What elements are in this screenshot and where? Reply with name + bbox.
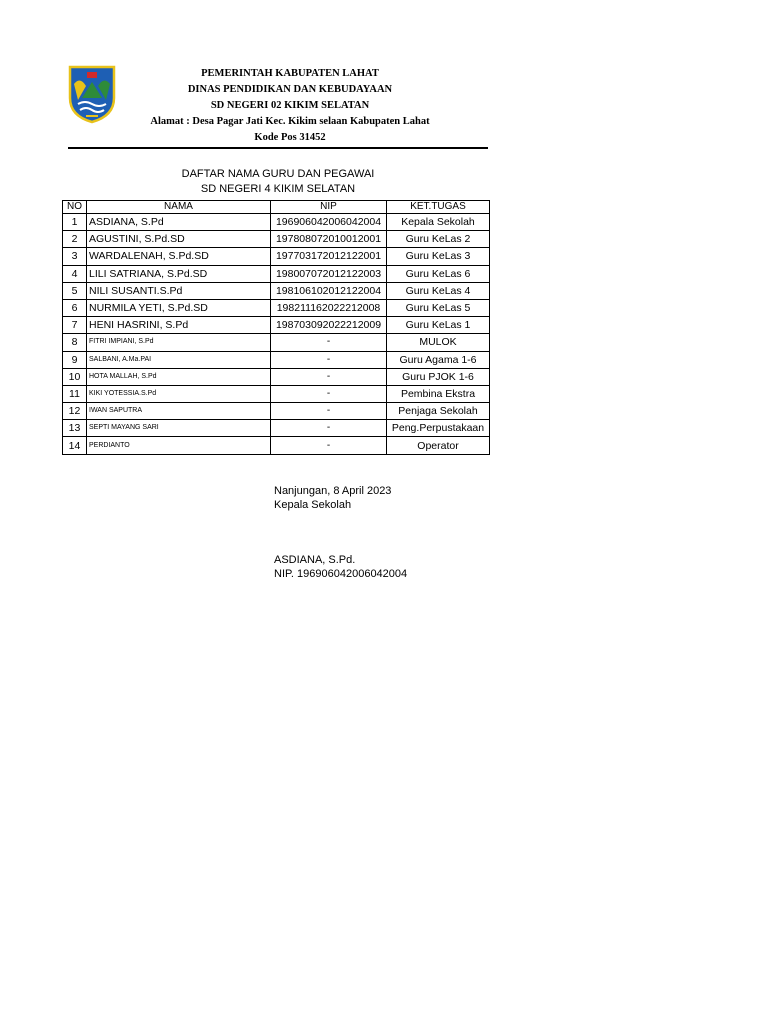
table-row — [63, 231, 490, 248]
table-row — [63, 420, 490, 437]
cell-tugas: MULOK — [387, 334, 490, 351]
cell-nama: SALBANI, A.Ma.PAI — [87, 351, 271, 368]
staff-table — [62, 200, 490, 455]
cell-tugas: Penjaga Sekolah — [387, 403, 490, 420]
lahat-regency-emblem-icon — [66, 64, 118, 124]
cell-nama: HOTA MALLAH, S.Pd — [87, 368, 271, 385]
cell-no: 9 — [63, 351, 87, 368]
table-header-row — [63, 201, 490, 214]
table-row — [63, 437, 490, 454]
document-title-line2: SD NEGERI 4 KIKIM SELATAN — [200, 183, 356, 195]
letterhead-department: DINAS PENDIDIKAN DAN KEBUDAYAAN — [187, 84, 393, 95]
cell-no: 7 — [63, 317, 87, 334]
cell-no: 1 — [63, 214, 87, 231]
cell-nama: SEPTI MAYANG SARI — [87, 420, 271, 437]
table-row — [63, 214, 490, 231]
cell-tugas: Guru PJOK 1-6 — [387, 368, 490, 385]
cell-nama: NILI SUSANTI.S.Pd — [87, 282, 271, 299]
table-row — [63, 265, 490, 282]
cell-nip: - — [271, 368, 387, 385]
cell-nip: - — [271, 385, 387, 402]
cell-tugas: Pembina Ekstra — [387, 385, 490, 402]
letterhead-school: SD NEGERI 02 KIKIM SELATAN — [210, 100, 370, 111]
cell-no: 10 — [63, 368, 87, 385]
cell-tugas: Guru KeLas 1 — [387, 317, 490, 334]
table-row — [63, 299, 490, 316]
cell-nama: LILI SATRIANA, S.Pd.SD — [87, 265, 271, 282]
cell-tugas: Guru Agama 1-6 — [387, 351, 490, 368]
cell-nip: 198211162022212008 — [271, 299, 387, 316]
cell-nip: 198007072012122003 — [271, 265, 387, 282]
cell-nip: 197703172012122001 — [271, 248, 387, 265]
cell-nama: HENI HASRINI, S.Pd — [87, 317, 271, 334]
cell-no: 8 — [63, 334, 87, 351]
table-row — [63, 385, 490, 402]
cell-no: 3 — [63, 248, 87, 265]
cell-nip: 196906042006042004 — [271, 214, 387, 231]
signature-role: Kepala Sekolah — [274, 499, 352, 511]
table-row — [63, 351, 490, 368]
column-header-nip: NIP — [271, 201, 387, 214]
table-row — [63, 282, 490, 299]
staff-table-body — [63, 214, 490, 455]
signature-name: ASDIANA, S.Pd. — [274, 554, 356, 566]
table-row — [63, 403, 490, 420]
cell-tugas: Operator — [387, 437, 490, 454]
cell-nip: 198106102012122004 — [271, 282, 387, 299]
document-title — [68, 167, 488, 197]
cell-no: 2 — [63, 231, 87, 248]
cell-tugas: Guru KeLas 4 — [387, 282, 490, 299]
cell-nama: WARDALENAH, S.Pd.SD — [87, 248, 271, 265]
document-title-line1: DAFTAR NAMA GURU DAN PEGAWAI — [181, 168, 375, 180]
cell-nama: ASDIANA, S.Pd — [87, 214, 271, 231]
letterhead — [120, 66, 460, 146]
cell-no: 12 — [63, 403, 87, 420]
column-header-no: NO — [63, 201, 87, 214]
cell-nama: NURMILA YETI, S.Pd.SD — [87, 299, 271, 316]
cell-no: 4 — [63, 265, 87, 282]
table-row — [63, 317, 490, 334]
cell-tugas: Guru KeLas 3 — [387, 248, 490, 265]
cell-nama: FITRI IMPIANI, S.Pd — [87, 334, 271, 351]
signature-place-date: Nanjungan, 8 April 2023 — [274, 485, 392, 497]
cell-nama: KIKI YOTESSIA.S.Pd — [87, 385, 271, 402]
cell-nip: - — [271, 403, 387, 420]
table-row — [63, 248, 490, 265]
cell-nip: - — [271, 437, 387, 454]
cell-nip: - — [271, 334, 387, 351]
cell-tugas: Peng.Perpustakaan — [387, 420, 490, 437]
cell-nip: - — [271, 420, 387, 437]
cell-tugas: Guru KeLas 2 — [387, 231, 490, 248]
cell-tugas: Guru KeLas 5 — [387, 299, 490, 316]
cell-no: 14 — [63, 437, 87, 454]
cell-no: 5 — [63, 282, 87, 299]
cell-no: 13 — [63, 420, 87, 437]
cell-nama: PERDIANTO — [87, 437, 271, 454]
letterhead-address: Alamat : Desa Pagar Jati Kec. Kikim selaan Kabupaten Lahat — [150, 116, 430, 127]
cell-tugas: Kepala Sekolah — [387, 214, 490, 231]
letterhead-government: PEMERINTAH KABUPATEN LAHAT — [201, 68, 379, 79]
cell-nama: IWAN SAPUTRA — [87, 403, 271, 420]
cell-nip: 197808072010012001 — [271, 231, 387, 248]
table-row — [63, 368, 490, 385]
cell-tugas: Guru KeLas 6 — [387, 265, 490, 282]
cell-nip: 198703092022212009 — [271, 317, 387, 334]
column-header-tugas: KET.TUGAS — [387, 201, 490, 214]
cell-no: 11 — [63, 385, 87, 402]
letterhead-divider — [68, 147, 488, 149]
table-row — [63, 334, 490, 351]
cell-nip: - — [271, 351, 387, 368]
cell-no: 6 — [63, 299, 87, 316]
letterhead-postcode: Kode Pos 31452 — [254, 132, 326, 143]
cell-nama: AGUSTINI, S.Pd.SD — [87, 231, 271, 248]
column-header-nama: NAMA — [87, 201, 271, 214]
signature-nip: NIP. 196906042006042004 — [274, 568, 408, 580]
